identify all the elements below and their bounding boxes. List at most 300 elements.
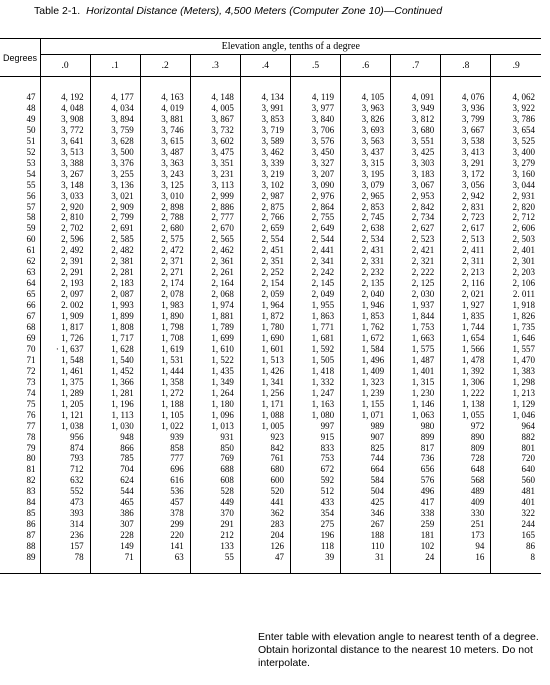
distance-cell: 236 bbox=[40, 530, 90, 541]
spacer-cell bbox=[90, 77, 140, 93]
spacer-cell bbox=[40, 77, 90, 93]
distance-cell: 2, 030 bbox=[391, 289, 441, 300]
degree-cell: 52 bbox=[0, 147, 40, 158]
distance-cell: 1, 323 bbox=[341, 377, 391, 388]
distance-cell: 504 bbox=[341, 486, 391, 497]
distance-cell: 3, 513 bbox=[40, 147, 90, 158]
distance-cell: 63 bbox=[140, 552, 190, 563]
degree-cell: 49 bbox=[0, 114, 40, 125]
distance-cell: 2, 909 bbox=[90, 202, 140, 213]
distance-cell: 3, 195 bbox=[341, 169, 391, 180]
distance-cell: 275 bbox=[290, 519, 340, 530]
degree-cell: 80 bbox=[0, 453, 40, 464]
table-row bbox=[0, 519, 541, 530]
table-row bbox=[0, 267, 541, 278]
distance-cell: 2, 164 bbox=[190, 278, 240, 289]
distance-cell: 1, 826 bbox=[512, 311, 535, 322]
distance-cell: 2, 853 bbox=[341, 202, 391, 213]
distance-cell: 1, 022 bbox=[140, 421, 190, 432]
distance-cell: 181 bbox=[391, 530, 441, 541]
distance-cell: 3, 160 bbox=[512, 168, 535, 179]
distance-cell: 409 bbox=[441, 497, 491, 508]
distance-cell: 2, 097 bbox=[40, 289, 90, 300]
table-row bbox=[0, 530, 541, 541]
distance-cell: 1, 663 bbox=[391, 333, 441, 344]
column-header: .7 bbox=[391, 55, 441, 77]
distance-cell: 2, 482 bbox=[90, 245, 140, 256]
distance-cell: 386 bbox=[90, 508, 140, 519]
table-row bbox=[0, 125, 541, 136]
distance-cell: 1, 418 bbox=[290, 366, 340, 377]
table-row bbox=[0, 92, 541, 103]
distance-cell: 2, 965 bbox=[341, 191, 391, 202]
distance-cell: 753 bbox=[290, 453, 340, 464]
distance-cell: 2, 864 bbox=[290, 202, 340, 213]
elevation-header: Elevation angle, tenths of a degree bbox=[40, 39, 541, 55]
distance-cell: 3, 812 bbox=[391, 114, 441, 125]
distance-cell: 314 bbox=[40, 519, 90, 530]
distance-cell: 2, 040 bbox=[341, 289, 391, 300]
distance-cell: 2, 361 bbox=[190, 256, 240, 267]
distance-cell: 890 bbox=[441, 432, 491, 443]
distance-cell: 3, 853 bbox=[240, 114, 290, 125]
distance-cell: 251 bbox=[441, 519, 491, 530]
degree-cell: 73 bbox=[0, 377, 40, 388]
distance-cell: 2, 617 bbox=[441, 223, 491, 234]
distance-cell: 2, 331 bbox=[341, 256, 391, 267]
distance-cell: 3, 894 bbox=[90, 114, 140, 125]
distance-cell: 2, 222 bbox=[391, 267, 441, 278]
distance-cell: 1, 298 bbox=[512, 376, 535, 387]
distance-cell: 1, 789 bbox=[190, 322, 240, 333]
distance-cell: 2, 691 bbox=[90, 223, 140, 234]
distance-cell: 1, 038 bbox=[40, 421, 90, 432]
distance-cell: 1, 155 bbox=[341, 399, 391, 410]
degree-cell: 48 bbox=[0, 103, 40, 114]
distance-cell: 165 bbox=[521, 530, 535, 541]
tail-cell bbox=[491, 563, 541, 574]
table-row bbox=[0, 278, 541, 289]
distance-cell: 3, 376 bbox=[90, 158, 140, 169]
degree-cell: 66 bbox=[0, 300, 40, 311]
distance-cell: 4, 105 bbox=[341, 92, 391, 103]
distance-cell: 3, 067 bbox=[391, 180, 441, 191]
table-row bbox=[0, 366, 541, 377]
distance-cell: 3, 922 bbox=[512, 102, 535, 113]
spacer-cell bbox=[0, 77, 40, 93]
distance-cell: 3, 615 bbox=[140, 136, 190, 147]
distance-cell: 2, 734 bbox=[391, 212, 441, 223]
distance-cell: 4, 019 bbox=[140, 103, 190, 114]
distance-cell: 3, 243 bbox=[140, 169, 190, 180]
distance-cell: 656 bbox=[391, 464, 441, 475]
distance-cell: 769 bbox=[190, 453, 240, 464]
table-row bbox=[0, 355, 541, 366]
table-row bbox=[0, 322, 541, 333]
distance-cell: 2, 232 bbox=[341, 267, 391, 278]
distance-cell: 1, 487 bbox=[391, 355, 441, 366]
distance-cell: 809 bbox=[441, 443, 491, 454]
distance-cell: 720 bbox=[521, 453, 535, 464]
degree-cell: 54 bbox=[0, 169, 40, 180]
distance-cell: 3, 867 bbox=[190, 114, 240, 125]
distance-cell: 1, 717 bbox=[90, 333, 140, 344]
distance-cell: 2, 766 bbox=[240, 212, 290, 223]
degree-cell: 65 bbox=[0, 289, 40, 300]
distance-cell: 2, 242 bbox=[290, 267, 340, 278]
distance-cell: 362 bbox=[240, 508, 290, 519]
table-row bbox=[0, 202, 541, 213]
distance-cell: 1, 080 bbox=[290, 410, 340, 421]
spacer-cell bbox=[140, 77, 190, 93]
distance-cell: 457 bbox=[140, 497, 190, 508]
degree-cell: 81 bbox=[0, 464, 40, 475]
distance-cell: 2, 021 bbox=[441, 289, 491, 300]
distance-cell: 1, 247 bbox=[290, 388, 340, 399]
degree-cell: 71 bbox=[0, 355, 40, 366]
distance-cell: 2. 011 bbox=[512, 289, 535, 300]
distance-cell: 899 bbox=[391, 432, 441, 443]
tenths-header-row bbox=[0, 55, 541, 77]
distance-cell: 1, 708 bbox=[140, 333, 190, 344]
distance-cell: 825 bbox=[341, 443, 391, 454]
distance-cell: 2, 544 bbox=[290, 234, 340, 245]
spacer-cell bbox=[341, 77, 391, 93]
distance-cell: 3, 136 bbox=[90, 180, 140, 191]
degrees-header: Degrees bbox=[0, 39, 40, 77]
distance-cell: 1, 358 bbox=[140, 377, 190, 388]
distance-cell: 1, 899 bbox=[90, 311, 140, 322]
distance-cell: 1, 146 bbox=[391, 399, 441, 410]
distance-cell: 2, 575 bbox=[140, 234, 190, 245]
distance-cell: 141 bbox=[140, 541, 190, 552]
distance-cell: 126 bbox=[240, 541, 290, 552]
distance-cell: 3, 033 bbox=[40, 191, 90, 202]
distance-cell: 2, 799 bbox=[90, 212, 140, 223]
table-row bbox=[0, 399, 541, 410]
distance-cell: 2, 875 bbox=[240, 202, 290, 213]
distance-cell: 712 bbox=[40, 464, 90, 475]
distance-cell: 1, 071 bbox=[341, 410, 391, 421]
distance-cell: 2, 311 bbox=[441, 256, 491, 267]
distance-cell: 1, 435 bbox=[190, 366, 240, 377]
distance-cell: 3, 102 bbox=[240, 180, 290, 191]
degree-cell: 79 bbox=[0, 443, 40, 454]
distance-cell: 1, 013 bbox=[190, 421, 240, 432]
distance-cell: 3, 351 bbox=[190, 158, 240, 169]
distance-cell: 2, 898 bbox=[140, 202, 190, 213]
distance-cell: 3, 551 bbox=[391, 136, 441, 147]
table-row bbox=[0, 147, 541, 158]
distance-cell: 2, 987 bbox=[240, 191, 290, 202]
distance-cell: 1, 239 bbox=[341, 388, 391, 399]
distance-cell: 110 bbox=[341, 541, 391, 552]
distance-cell: 1, 341 bbox=[240, 377, 290, 388]
column-header: .1 bbox=[90, 55, 140, 77]
distance-cell: 640 bbox=[521, 464, 535, 475]
distance-cell: 1, 256 bbox=[240, 388, 290, 399]
degree-cell: 70 bbox=[0, 344, 40, 355]
distance-cell: 3, 732 bbox=[190, 125, 240, 136]
tail-cell bbox=[0, 563, 40, 574]
table-row bbox=[0, 300, 541, 311]
distance-cell: 3, 589 bbox=[240, 136, 290, 147]
distance-cell: 1, 798 bbox=[140, 322, 190, 333]
distance-cell: 291 bbox=[190, 519, 240, 530]
column-header: .5 bbox=[290, 55, 340, 77]
distance-cell: 3, 759 bbox=[90, 125, 140, 136]
distance-cell: 2, 920 bbox=[40, 202, 90, 213]
distance-cell: 2, 472 bbox=[140, 245, 190, 256]
distance-cell: 850 bbox=[190, 443, 240, 454]
distance-cell: 2, 154 bbox=[240, 278, 290, 289]
distance-cell: 1, 601 bbox=[240, 344, 290, 355]
distance-cell: 1, 548 bbox=[40, 355, 90, 366]
distance-cell: 833 bbox=[290, 443, 340, 454]
distance-cell: 3, 327 bbox=[290, 158, 340, 169]
distance-cell: 664 bbox=[341, 464, 391, 475]
distance-cell: 2, 606 bbox=[512, 223, 535, 234]
degree-cell: 67 bbox=[0, 311, 40, 322]
distance-cell: 449 bbox=[190, 497, 240, 508]
distance-cell: 3, 207 bbox=[290, 169, 340, 180]
distance-cell: 1, 964 bbox=[240, 300, 290, 311]
distance-cell: 608 bbox=[190, 475, 240, 486]
distance-cell: 1, 470 bbox=[512, 354, 535, 365]
distance-cell: 3, 667 bbox=[441, 125, 491, 136]
distance-cell: 2, 135 bbox=[341, 278, 391, 289]
distance-cell: 576 bbox=[391, 475, 441, 486]
distance-cell: 3, 267 bbox=[40, 169, 90, 180]
spacer-cell bbox=[441, 77, 491, 93]
spacer-cell bbox=[391, 77, 441, 93]
column-header: .6 bbox=[341, 55, 391, 77]
tail-cell bbox=[190, 563, 240, 574]
distance-cell: 1, 392 bbox=[441, 366, 491, 377]
distance-cell: 196 bbox=[290, 530, 340, 541]
distance-cell: 2, 351 bbox=[240, 256, 290, 267]
spacer-cell bbox=[290, 77, 340, 93]
distance-cell: 1, 188 bbox=[140, 399, 190, 410]
table-row bbox=[0, 486, 541, 497]
spacer-cell bbox=[240, 77, 290, 93]
distance-cell: 1, 610 bbox=[190, 344, 240, 355]
degree-cell: 85 bbox=[0, 508, 40, 519]
distance-cell: 1, 753 bbox=[391, 322, 441, 333]
distance-cell: 1, 496 bbox=[341, 355, 391, 366]
distance-cell: 2, 565 bbox=[190, 234, 240, 245]
distance-cell: 2, 261 bbox=[190, 267, 240, 278]
distance-cell: 1, 315 bbox=[391, 377, 441, 388]
table-row bbox=[0, 191, 541, 202]
distance-cell: 1, 762 bbox=[341, 322, 391, 333]
distance-cell: 3, 881 bbox=[140, 114, 190, 125]
distance-cell: 3, 279 bbox=[512, 157, 535, 168]
distance-cell: 1, 129 bbox=[512, 398, 535, 409]
distance-cell: 2, 174 bbox=[140, 278, 190, 289]
distance-cell: 1, 030 bbox=[90, 421, 140, 432]
table-row bbox=[0, 344, 541, 355]
distance-cell: 1, 890 bbox=[140, 311, 190, 322]
distance-cell: 972 bbox=[441, 421, 491, 432]
distance-cell: 2, 213 bbox=[441, 267, 491, 278]
distance-cell: 1, 306 bbox=[441, 377, 491, 388]
distance-cell: 3, 719 bbox=[240, 125, 290, 136]
distance-cell: 1, 835 bbox=[441, 311, 491, 322]
distance-cell: 473 bbox=[40, 497, 90, 508]
distance-cell: 4, 177 bbox=[90, 92, 140, 103]
distance-cell: 2, 341 bbox=[290, 256, 340, 267]
distance-cell: 1, 409 bbox=[341, 366, 391, 377]
distance-cell: 3, 183 bbox=[391, 169, 441, 180]
distance-cell: 3, 772 bbox=[40, 125, 90, 136]
distance-cell: 465 bbox=[90, 497, 140, 508]
distance-cell: 2, 401 bbox=[512, 245, 535, 256]
distance-cell: 3, 500 bbox=[90, 147, 140, 158]
table-row bbox=[0, 475, 541, 486]
distance-cell: 2, 513 bbox=[441, 234, 491, 245]
distance-cell: 228 bbox=[90, 530, 140, 541]
distance-cell: 425 bbox=[341, 497, 391, 508]
table-body bbox=[0, 77, 541, 574]
distance-cell: 1, 096 bbox=[190, 410, 240, 421]
distance-cell: 1, 881 bbox=[190, 311, 240, 322]
degree-cell: 86 bbox=[0, 519, 40, 530]
distance-cell: 3, 231 bbox=[190, 169, 240, 180]
distance-cell: 2, 820 bbox=[512, 201, 535, 212]
column-header: .8 bbox=[441, 55, 491, 77]
distance-cell: 1, 272 bbox=[140, 388, 190, 399]
distance-cell: 1, 619 bbox=[140, 344, 190, 355]
distance-cell: 2, 942 bbox=[441, 191, 491, 202]
distance-cell: 441 bbox=[240, 497, 290, 508]
distance-cell: 728 bbox=[441, 453, 491, 464]
tail-cell bbox=[290, 563, 340, 574]
distance-cell: 94 bbox=[441, 541, 491, 552]
distance-cell: 496 bbox=[391, 486, 441, 497]
distance-cell: 672 bbox=[290, 464, 340, 475]
distance-cell: 785 bbox=[90, 453, 140, 464]
distance-cell: 378 bbox=[140, 508, 190, 519]
distance-cell: 1, 289 bbox=[40, 388, 90, 399]
distance-cell: 866 bbox=[90, 443, 140, 454]
distance-cell: 118 bbox=[290, 541, 340, 552]
distance-cell: 2, 670 bbox=[190, 223, 240, 234]
distance-cell: 2, 953 bbox=[391, 191, 441, 202]
distance-cell: 2, 585 bbox=[90, 234, 140, 245]
degree-cell: 64 bbox=[0, 278, 40, 289]
distance-cell: 1, 213 bbox=[512, 387, 535, 398]
degree-cell: 83 bbox=[0, 486, 40, 497]
distance-cell: 2, 777 bbox=[190, 212, 240, 223]
distance-cell: 1, 808 bbox=[90, 322, 140, 333]
distance-cell: 47 bbox=[240, 552, 290, 563]
distance-cell: 2, 059 bbox=[240, 289, 290, 300]
distance-cell: 3, 826 bbox=[341, 114, 391, 125]
degree-cell: 55 bbox=[0, 180, 40, 191]
distance-cell: 31 bbox=[341, 552, 391, 563]
distance-cell: 1, 349 bbox=[190, 377, 240, 388]
distance-cell: 1, 937 bbox=[391, 300, 441, 311]
degree-cell: 75 bbox=[0, 399, 40, 410]
distance-cell: 680 bbox=[240, 464, 290, 475]
distance-cell: 55 bbox=[190, 552, 240, 563]
distance-cell: 793 bbox=[40, 453, 90, 464]
distance-cell: 2, 049 bbox=[290, 289, 340, 300]
distance-cell: 3, 786 bbox=[512, 113, 535, 124]
distance-cell: · 1, 637 bbox=[40, 344, 90, 355]
table-row bbox=[0, 497, 541, 508]
distance-cell: 2, 723 bbox=[441, 212, 491, 223]
distance-cell: 4, 163 bbox=[140, 92, 190, 103]
table-row bbox=[0, 508, 541, 519]
distance-cell: 3, 693 bbox=[341, 125, 391, 136]
distance-table bbox=[0, 38, 541, 574]
distance-cell: 1, 955 bbox=[290, 300, 340, 311]
distance-cell: 3, 255 bbox=[90, 169, 140, 180]
distance-cell: 1, 063 bbox=[391, 410, 441, 421]
distance-cell: 188 bbox=[341, 530, 391, 541]
distance-cell: 2, 271 bbox=[140, 267, 190, 278]
degree-cell: 60 bbox=[0, 234, 40, 245]
distance-cell: 1, 426 bbox=[240, 366, 290, 377]
distance-cell: 2, 503 bbox=[512, 234, 535, 245]
distance-cell: 4, 091 bbox=[391, 92, 441, 103]
degree-cell: 53 bbox=[0, 158, 40, 169]
degree-cell: 74 bbox=[0, 388, 40, 399]
distance-cell: 2, 431 bbox=[341, 245, 391, 256]
distance-cell: 4, 062 bbox=[512, 92, 535, 102]
distance-cell: 536 bbox=[140, 486, 190, 497]
tail-cell bbox=[341, 563, 391, 574]
distance-cell: 1, 171 bbox=[240, 399, 290, 410]
distance-cell: 433 bbox=[290, 497, 340, 508]
distance-cell: 2, 976 bbox=[290, 191, 340, 202]
distance-cell: 1, 863 bbox=[290, 311, 340, 322]
degree-cell: 57 bbox=[0, 202, 40, 213]
distance-cell: 1, 513 bbox=[240, 355, 290, 366]
distance-cell: 3, 425 bbox=[391, 147, 441, 158]
distance-cell: 2. 002 bbox=[40, 300, 90, 311]
distance-cell: 3, 339 bbox=[240, 158, 290, 169]
degree-cell: 61 bbox=[0, 245, 40, 256]
distance-cell: 584 bbox=[341, 475, 391, 486]
distance-cell: 2, 451 bbox=[240, 245, 290, 256]
distance-cell: 874 bbox=[40, 443, 90, 454]
distance-cell: 2, 712 bbox=[512, 212, 535, 223]
distance-cell: 2, 745 bbox=[341, 212, 391, 223]
tail-cell bbox=[90, 563, 140, 574]
distance-cell: 1, 196 bbox=[90, 399, 140, 410]
degree-cell: 62 bbox=[0, 256, 40, 267]
distance-cell: 882 bbox=[521, 431, 535, 442]
distance-cell: 1, 844 bbox=[391, 311, 441, 322]
distance-cell: 956 bbox=[40, 432, 90, 443]
distance-cell: 212 bbox=[190, 530, 240, 541]
distance-cell: 39 bbox=[290, 552, 340, 563]
distance-cell: 2, 831 bbox=[441, 202, 491, 213]
distance-cell: 3, 172 bbox=[441, 169, 491, 180]
distance-cell: 2, 421 bbox=[391, 245, 441, 256]
distance-cell: 244 bbox=[521, 519, 535, 530]
distance-cell: 3, 010 bbox=[140, 191, 190, 202]
distance-cell: 3, 654 bbox=[512, 124, 535, 135]
distance-cell: 2, 183 bbox=[90, 278, 140, 289]
table-row bbox=[0, 234, 541, 245]
distance-cell: 489 bbox=[441, 486, 491, 497]
distance-cell: 1, 726 bbox=[40, 333, 90, 344]
distance-cell: 2, 627 bbox=[391, 223, 441, 234]
